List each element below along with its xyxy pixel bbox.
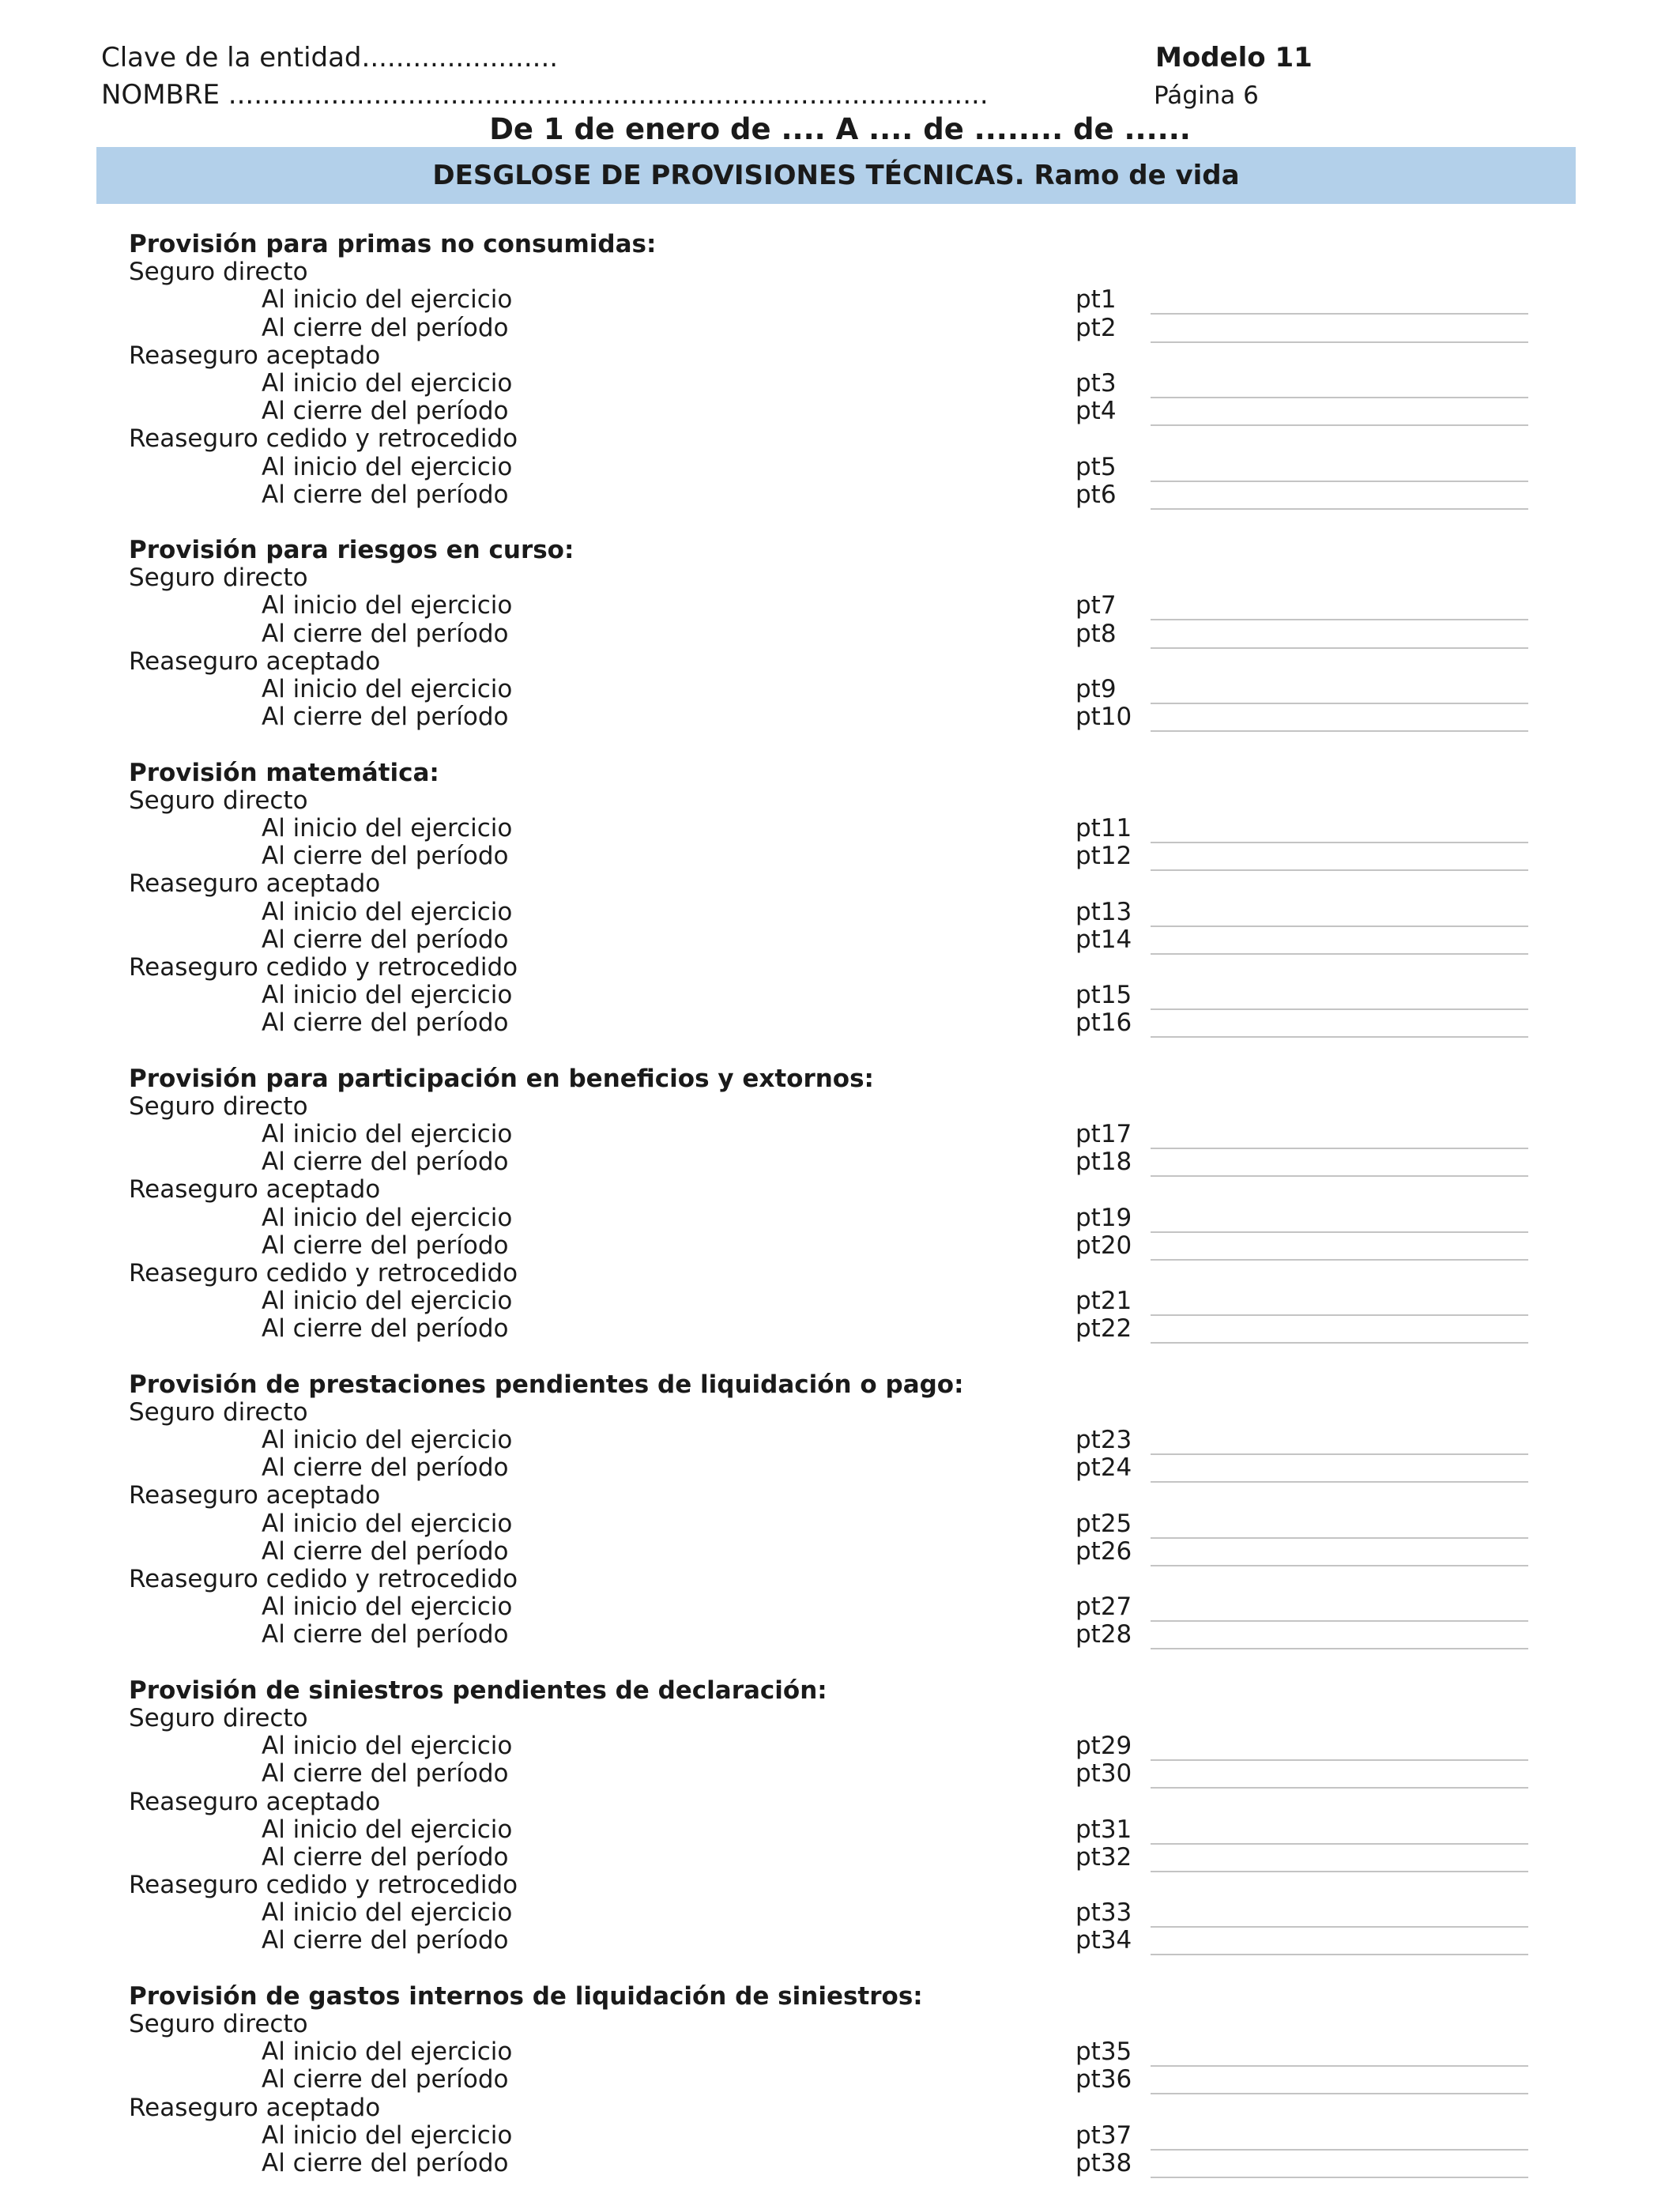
group-label: Seguro directo: [129, 1091, 308, 1121]
group-label: Seguro directo: [129, 564, 308, 593]
field-code: pt22: [1075, 1314, 1132, 1344]
group-label: Reaseguro cedido y retrocedido: [129, 1565, 518, 1593]
field-code: pt12: [1075, 842, 1132, 871]
form-row: [129, 899, 1535, 926]
row-label: Al inicio del ejercicio: [262, 1898, 513, 1928]
model-number: Modelo 11: [1155, 42, 1313, 74]
form-row: [129, 1287, 1535, 1315]
answer-line[interactable]: [1151, 1871, 1528, 1872]
form-row: [129, 2150, 1535, 2177]
entity-name-label: NOMBRE .........................................................................................: [101, 79, 989, 111]
page-number: Página 6: [1154, 81, 1259, 110]
period-line: De 1 de enero de .... A .... de ........ de ......: [489, 112, 1191, 146]
field-code: pt30: [1075, 1759, 1132, 1789]
form-row: [129, 1148, 1535, 1176]
group-label: Seguro directo: [129, 258, 308, 287]
group-label: Seguro directo: [129, 1703, 308, 1732]
row-label: Al cierre del período: [262, 480, 509, 509]
form-row: [129, 2066, 1535, 2094]
row-label: Al cierre del período: [262, 925, 509, 954]
answer-line[interactable]: [1151, 508, 1528, 510]
row-label: Al cierre del período: [262, 842, 509, 871]
row-label: Al inicio del ejercicio: [262, 1509, 513, 1538]
row-label: Al cierre del período: [262, 1314, 509, 1344]
section-spacer: [129, 1037, 1535, 1065]
field-code: pt5: [1075, 452, 1117, 481]
row-label: Al cierre del período: [262, 2148, 509, 2177]
form-row: [129, 843, 1535, 870]
form-row: [129, 1204, 1535, 1232]
form-row: [129, 676, 1535, 703]
field-code: pt33: [1075, 1898, 1132, 1928]
form-row: [129, 1844, 1535, 1872]
form-row: [129, 1816, 1535, 1844]
field-code: pt6: [1075, 480, 1117, 509]
group-label: Reaseguro aceptado: [129, 1175, 381, 1204]
answer-line[interactable]: [1151, 1787, 1528, 1789]
form-row: [129, 703, 1535, 731]
row-label: Al inicio del ejercicio: [262, 675, 513, 703]
field-code: pt21: [1075, 1287, 1132, 1316]
form-row: [129, 370, 1535, 398]
section-title: Provisión para primas no consumidas:: [129, 230, 657, 258]
row-label: Al inicio del ejercicio: [262, 1203, 513, 1232]
field-code: pt36: [1075, 2065, 1132, 2094]
field-code: pt19: [1075, 1203, 1132, 1232]
row-label: Al inicio del ejercicio: [262, 2120, 513, 2150]
row-label: Al cierre del período: [262, 1926, 509, 1955]
answer-line[interactable]: [1151, 647, 1528, 649]
row-label: Al cierre del período: [262, 619, 509, 648]
field-code: pt28: [1075, 1620, 1132, 1649]
section-title: Provisión de siniestros pendientes de declaración:: [129, 1676, 827, 1705]
field-code: pt14: [1075, 925, 1132, 954]
group-label: Reaseguro aceptado: [129, 1481, 381, 1510]
row-label: Al inicio del ejercicio: [262, 1287, 513, 1316]
answer-line[interactable]: [1151, 1342, 1528, 1344]
form-row: [129, 1454, 1535, 1482]
answer-line[interactable]: [1151, 2177, 1528, 2178]
answer-line[interactable]: [1151, 869, 1528, 871]
section-spacer: [129, 509, 1535, 537]
section-spacer: [129, 1649, 1535, 1677]
field-code: pt7: [1075, 591, 1117, 620]
field-code: pt20: [1075, 1231, 1132, 1260]
section-title: Provisión de prestaciones pendientes de liquidación o pago:: [129, 1370, 964, 1399]
answer-line[interactable]: [1151, 1648, 1528, 1649]
form-row: [129, 1232, 1535, 1260]
row-label: Al inicio del ejercicio: [262, 1426, 513, 1455]
field-code: pt16: [1075, 1008, 1132, 1038]
row-label: Al cierre del período: [262, 1008, 509, 1038]
section-title: Provisión para riesgos en curso:: [129, 536, 574, 565]
field-code: pt1: [1075, 285, 1117, 315]
form-row: [129, 926, 1535, 954]
form-row: [129, 1427, 1535, 1454]
group-label: Reaseguro aceptado: [129, 869, 381, 899]
group-label: Seguro directo: [129, 1397, 308, 1427]
field-code: pt23: [1075, 1426, 1132, 1455]
answer-line[interactable]: [1151, 730, 1528, 732]
row-label: Al cierre del período: [262, 1620, 509, 1649]
field-code: pt38: [1075, 2148, 1132, 2177]
group-label: Reaseguro cedido y retrocedido: [129, 952, 518, 982]
form-row: [129, 1510, 1535, 1538]
row-label: Al inicio del ejercicio: [262, 981, 513, 1010]
group-label: Seguro directo: [129, 2010, 308, 2038]
form-row: [129, 815, 1535, 843]
form-row: [129, 398, 1535, 425]
form-row: [129, 1009, 1535, 1037]
field-code: pt32: [1075, 1842, 1132, 1872]
row-label: Al cierre del período: [262, 703, 509, 732]
group-label: Reaseguro aceptado: [129, 341, 381, 370]
form-row: [129, 454, 1535, 481]
form-row: [129, 620, 1535, 648]
section-title: Provisión matemática:: [129, 758, 439, 787]
row-label: Al inicio del ejercicio: [262, 1732, 513, 1761]
form-row: [129, 1538, 1535, 1566]
field-code: pt27: [1075, 1593, 1132, 1622]
row-label: Al cierre del período: [262, 1536, 509, 1566]
form-row: [129, 481, 1535, 509]
form-row: [129, 1760, 1535, 1788]
group-label: Reaseguro cedido y retrocedido: [129, 1258, 518, 1287]
title-banner: [96, 147, 1576, 204]
form-row: [129, 1899, 1535, 1927]
group-label: Seguro directo: [129, 786, 308, 815]
row-label: Al inicio del ejercicio: [262, 368, 513, 398]
field-code: pt37: [1075, 2120, 1132, 2150]
form-row: [129, 1732, 1535, 1760]
group-label: Reaseguro aceptado: [129, 647, 381, 676]
form-row: [129, 982, 1535, 1009]
answer-line[interactable]: [1151, 1954, 1528, 1955]
answer-line[interactable]: [1151, 341, 1528, 343]
form-row: [129, 315, 1535, 342]
row-label: Al inicio del ejercicio: [262, 1593, 513, 1622]
field-code: pt3: [1075, 368, 1117, 398]
row-label: Al inicio del ejercicio: [262, 2038, 513, 2067]
field-code: pt11: [1075, 813, 1132, 843]
row-label: Al cierre del período: [262, 397, 509, 426]
form-row: [129, 592, 1535, 620]
section-spacer: [129, 731, 1535, 759]
group-label: Reaseguro aceptado: [129, 1787, 381, 1816]
group-label: Reaseguro cedido y retrocedido: [129, 1871, 518, 1900]
row-label: Al cierre del período: [262, 1759, 509, 1789]
field-code: pt10: [1075, 703, 1132, 732]
answer-line[interactable]: [1151, 1259, 1528, 1261]
row-label: Al cierre del período: [262, 1148, 509, 1177]
field-code: pt35: [1075, 2038, 1132, 2067]
row-label: Al inicio del ejercicio: [262, 452, 513, 481]
row-label: Al inicio del ejercicio: [262, 1120, 513, 1148]
field-code: pt26: [1075, 1536, 1132, 1566]
row-label: Al inicio del ejercicio: [262, 1815, 513, 1844]
answer-line[interactable]: [1151, 1175, 1528, 1177]
row-label: Al inicio del ejercicio: [262, 285, 513, 315]
row-label: Al cierre del período: [262, 313, 509, 342]
form-row: [129, 1315, 1535, 1343]
field-code: pt34: [1075, 1926, 1132, 1955]
answer-line[interactable]: [1151, 953, 1528, 955]
form-row: [129, 286, 1535, 314]
form-row: [129, 1621, 1535, 1649]
form-row: [129, 1927, 1535, 1955]
field-code: pt9: [1075, 675, 1117, 703]
row-label: Al inicio del ejercicio: [262, 591, 513, 620]
row-label: Al cierre del período: [262, 1453, 509, 1483]
group-label: Reaseguro cedido y retrocedido: [129, 424, 518, 454]
form-row: [129, 1121, 1535, 1148]
section-title: Provisión de gastos internos de liquidación de siniestros:: [129, 1981, 923, 2011]
field-code: pt25: [1075, 1509, 1132, 1538]
form-row: [129, 2038, 1535, 2066]
section-title: Provisión para participación en beneficios y extornos:: [129, 1064, 874, 1093]
field-code: pt29: [1075, 1732, 1132, 1761]
answer-line[interactable]: [1151, 1565, 1528, 1566]
answer-line[interactable]: [1151, 1481, 1528, 1483]
row-label: Al inicio del ejercicio: [262, 813, 513, 843]
form-row: [129, 1593, 1535, 1621]
form-row: [129, 2122, 1535, 2150]
row-label: Al inicio del ejercicio: [262, 897, 513, 926]
field-code: pt13: [1075, 897, 1132, 926]
row-label: Al cierre del período: [262, 1842, 509, 1872]
field-code: pt4: [1075, 397, 1117, 426]
provisions-form: [129, 231, 1535, 2177]
answer-line[interactable]: [1151, 1036, 1528, 1038]
group-label: Reaseguro aceptado: [129, 2093, 381, 2122]
section-spacer: [129, 1344, 1535, 1371]
entity-code-label: Clave de la entidad.......................: [101, 42, 559, 74]
row-label: Al cierre del período: [262, 2065, 509, 2094]
field-code: pt15: [1075, 981, 1132, 1010]
row-label: Al cierre del período: [262, 1231, 509, 1260]
answer-line[interactable]: [1151, 2093, 1528, 2094]
field-code: pt24: [1075, 1453, 1132, 1483]
answer-line[interactable]: [1151, 424, 1528, 426]
field-code: pt18: [1075, 1148, 1132, 1177]
field-code: pt2: [1075, 313, 1117, 342]
field-code: pt8: [1075, 619, 1117, 648]
field-code: pt17: [1075, 1120, 1132, 1148]
page-title: DESGLOSE DE PROVISIONES TÉCNICAS. Ramo de vida: [432, 160, 1240, 191]
field-code: pt31: [1075, 1815, 1132, 1844]
section-spacer: [129, 1955, 1535, 1983]
